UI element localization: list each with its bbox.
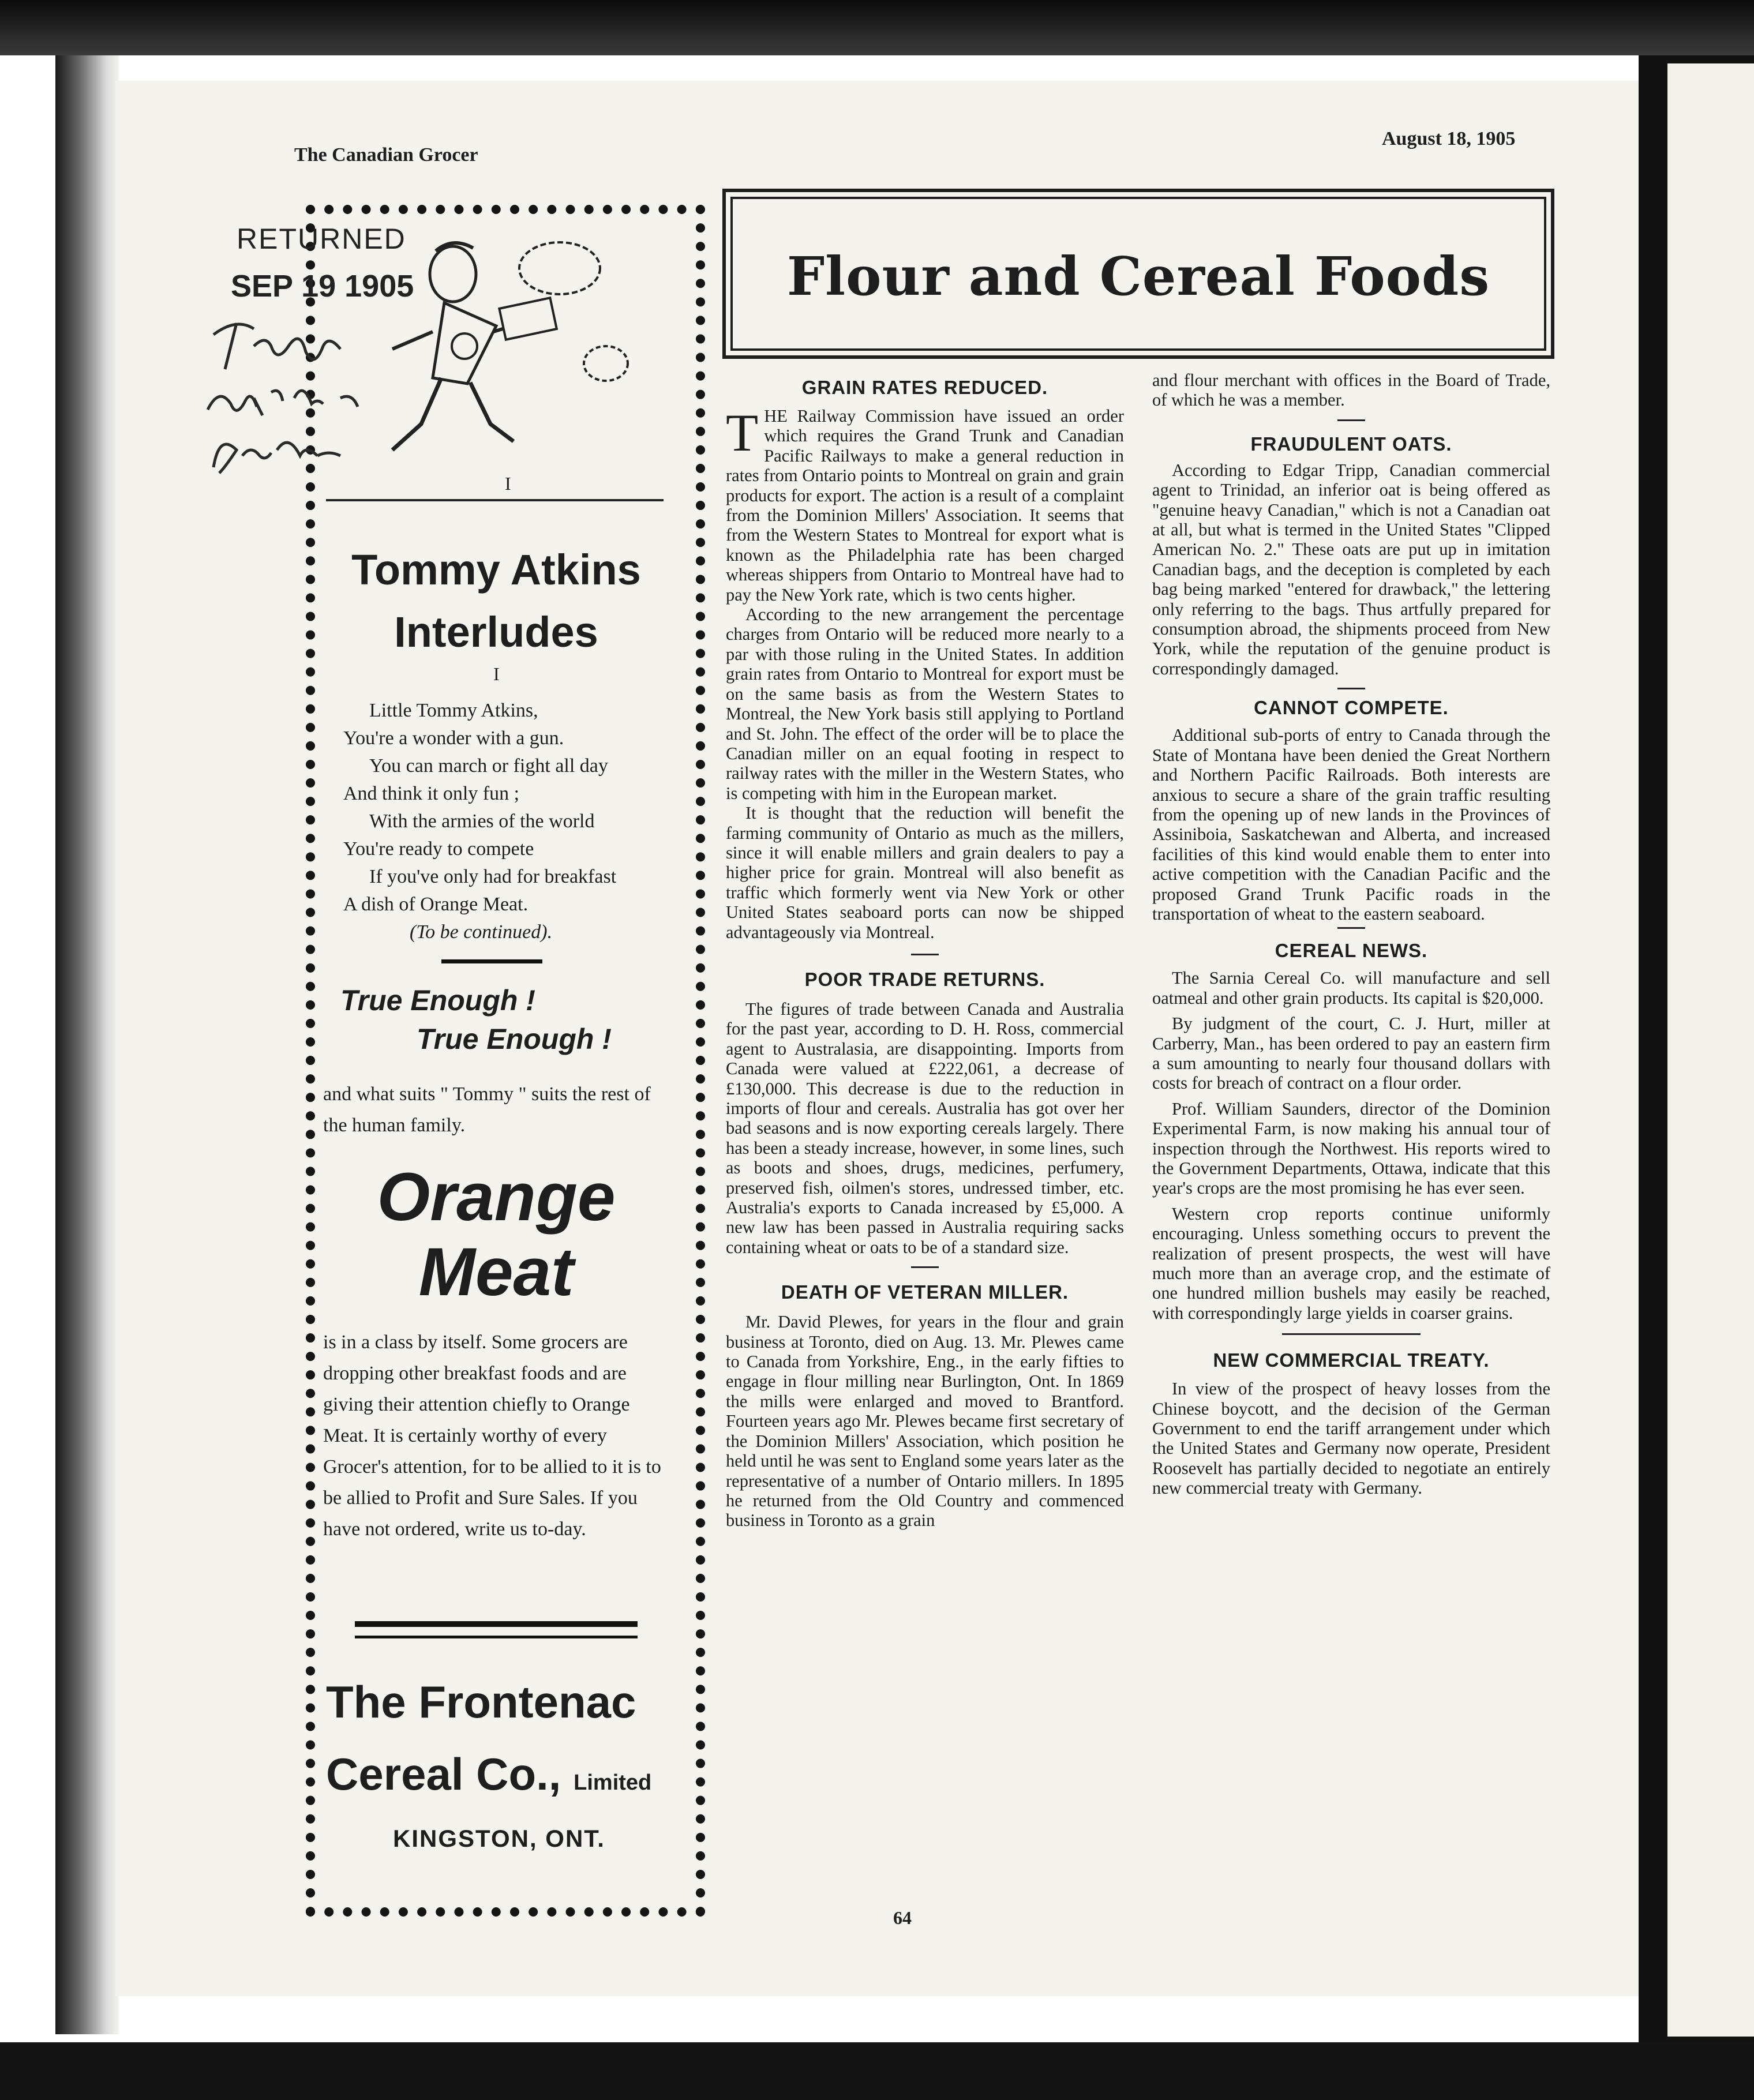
ad-divider (326, 499, 664, 501)
commercial-treaty-p1: In view of the prospect of heavy losses from the Chinese boycott, and the decision of the German Government to end the tariff arrangement under which the United States and Germany now operate, President Roosevelt has partially decided to negotiate an entirely new commercial treaty with Germany. (1152, 1379, 1550, 1498)
heading-cannot-compete: CANNOT COMPETE. (1254, 697, 1449, 719)
scan-top-edge (0, 0, 1754, 55)
poem-line: A dish of Orange Meat. (343, 894, 529, 915)
heading-fraudulent-oats: FRAUDULENT OATS. (1250, 433, 1452, 455)
short-rule (441, 959, 542, 963)
ad-title-line2: Interludes (394, 608, 598, 656)
tommy-atkins-illustration (369, 228, 640, 476)
true-enough-1: True Enough ! (340, 984, 535, 1017)
poem-line: And think it only fun ; (343, 783, 520, 804)
company-name: Cereal Co., (326, 1749, 561, 1799)
company-city: KINGSTON, ONT. (393, 1825, 605, 1852)
next-page-edge (1667, 63, 1754, 2037)
cereal-news-p1: The Sarnia Cereal Co. will manufacture and sell oatmeal and other grain products. Its capital is $20,000. (1152, 968, 1550, 1008)
poem (323, 697, 675, 946)
illustration-numeral: I (505, 473, 511, 494)
company-name-line1: The Frontenac (326, 1677, 636, 1727)
ad-suits-text: and what suits " Tommy " suits the rest of the human family. (323, 1083, 651, 1136)
page-binding-shadow (55, 55, 119, 2034)
page-number: 64 (893, 1907, 912, 1928)
double-rule-bottom (355, 1636, 638, 1638)
poem-line: You can march or fight all day (369, 755, 608, 777)
ad-body-text: is in a class by itself. Some grocers are dropping other breakfast foods and are giving their attention chiefly to Orange Meat. It is certainly worthy of every Grocer's attention, for to be allied to it is to be allied to Profit and Sure Sales. If you have not ordered, write us to-day. (323, 1332, 661, 1540)
fraudulent-oats-p1: According to Edgar Tripp, Canadian commercial agent to Trinidad, an inferior oat is being offered as "genuine heavy Canadian," which is not a Canadian oat at all, but what is termed in the United States "Clipped American No. 2." These oats are put up in imitation Canadian bags, and the deception is completed by each bag being marked "entered for drawback," the lettering only referring to the bags. Thus artfully prepared for consumption abroad, the shipments proceed from New York, while the reputation of the genuine product is correspondingly damaged. (1152, 460, 1550, 678)
heading-poor-trade: POOR TRADE RETURNS. (804, 968, 1045, 990)
column-2 (1152, 370, 1550, 1498)
cannot-compete-p1: Additional sub-ports of entry to Canada through the State of Montana have been denied the Great Northern and Northern Pacific Railroads. Both interests are anxious to secure a share of the grain traffic resulting from the opening up of new lands in the Provinces of Assiniboia, Saskatchewan and Alberta, and increased facilities of this kind would enable them to enter into active competition with the Canadian Pacific and the proposed Grand Trunk Pacific roads in the transportation of wheat to the eastern seaboard. (1152, 725, 1550, 924)
grain-rates-p2: According to the new arrangement the percentage charges from Ontario will be reduced more nearly to a par with those ruling in the United States. In addition grain rates from Ontario to Montreal for export must be on the same basis as from the Western States to Montreal, the New York basis still applying to Portland and St. John. The effect of the order will be to place the Canadian miller on an equal footing in respect to railway rates with the miller in the Western States, who is competing with him in the European market. (726, 605, 1124, 803)
issue-date: August 18, 1905 (1382, 128, 1516, 149)
orange-meat-line2: Meat (418, 1234, 574, 1310)
drop-cap: T (726, 403, 759, 462)
publication-name: The Canadian Grocer (294, 144, 478, 166)
scan-left-edge (0, 55, 55, 2042)
handwritten-note (202, 312, 387, 485)
true-enough-2: True Enough ! (417, 1023, 612, 1055)
orange-meat-line1: Orange (377, 1159, 616, 1235)
veteran-miller-cont: and flour merchant with offices in the Board of Trade, of which he was a member. (1152, 370, 1550, 410)
scan-bottom-edge (0, 2042, 1754, 2100)
returned-stamp: RETURNED (237, 223, 406, 255)
cereal-news-p2: By judgment of the court, C. J. Hurt, miller at Carberry, Man., has been ordered to pay an eastern firm a sum amounting to nearly four thousand dollars with costs for breach of contract on a flour order. (1152, 1014, 1550, 1093)
company-limited: Limited (574, 1771, 652, 1795)
poem-line: With the armies of the world (369, 811, 595, 832)
section-title: Flour and Cereal Foods (786, 245, 1490, 308)
heading-grain-rates: GRAIN RATES REDUCED. (801, 377, 1048, 398)
cereal-news-p3: Prof. William Saunders, director of the Dominion Experimental Farm, is now making his annual tour of inspection through the Northwest. His reports wired to the Government Departments, Ottawa, indicate that this year's crops are the most promising he has ever seen. (1152, 1098, 1550, 1198)
poem-line: If you've only had for breakfast (369, 866, 617, 887)
grain-rates-p1-text: HE Railway Commission have issued an order which requires the Grand Trunk and Canadian Pacific Railways to make a general reduction in rates from Ontario points to Montreal on grain and grain products for export. The action is a result of a complaint from the Dominion Millers' Association. It seems that from the Western States to Montreal for export what is known as the Philadelphia rate has been charged whereas shippers from Ontario to Montreal have had to pay the New York rate, which is two cents higher. (726, 406, 1124, 605)
heading-veteran-miller: DEATH OF VETERAN MILLER. (781, 1281, 1069, 1303)
column-1 (726, 376, 1124, 1531)
date-stamp: SEP 19 1905 (231, 269, 414, 303)
grain-rates-p3: It is thought that the reduction will benefit the farming community of Ontario as much as the millers, since it will enable millers and grain dealers to pay a higher price for grain. Montreal will also benefit as traffic which formerly went via New York or other United States seaboard ports can now be shipped advantageously via Montreal. (726, 803, 1124, 942)
to-be-continued: (To be continued). (410, 921, 553, 943)
cereal-news-p4: Western crop reports continue uniformly encouraging. Unless something occurs to prevent the realization of present prospects, the west will have much more than an average crop, and the estimate of one hundred million bushels may easily be reached, with correspondingly large yields in coarser grains. (1152, 1203, 1550, 1323)
poem-line: Little Tommy Atkins, (369, 700, 538, 721)
heading-cereal-news: CEREAL NEWS. (1275, 940, 1428, 962)
poor-trade-p1: The figures of trade between Canada and Australia for the past year, according to D. H. Ross, commercial agent to Australasia, are disappointing. Imports from Canada were valued at £222,061, a decrease of £130,000. This decrease is due to the reduction in imports of flour and cereals. Australia has got over her bad seasons and is now exporting cereals largely. There has been a steady increase, however, in some lines, such as boots and shoes, drugs, medicines, perfumery, preserved fish, oilmen's stores, undressed timber, etc. Australia's exports to Canada increased by £5,000. A new law has been passed in Australia requiring sacks containing wheat or oats to be of a standard size. (726, 999, 1124, 1257)
heading-commercial-treaty: NEW COMMERCIAL TREATY. (1213, 1349, 1490, 1371)
veteran-miller-p1: Mr. David Plewes, for years in the flour and grain business at Toronto, died on Aug. 13. Mr. Plewes came to Canada from Yorkshire, Eng., in the early fifties to engage in flour milling near Burlington, Ont. In 1869 the mills were enlarged and moved to Brantford. Fourteen years ago Mr. Plewes became first secretary of the Dominion Millers' Association, which position he held until he was sent to England some years later as the representative of a number of Ontario millers. In 1895 he returned from the Old Country and commenced business in Toronto as a grain (726, 1312, 1124, 1531)
company-name-line2 (326, 1748, 672, 1801)
poem-numeral: I (493, 663, 500, 684)
poem-line: You're a wonder with a gun. (343, 727, 564, 749)
poem-line: You're ready to compete (343, 838, 534, 860)
grain-rates-p1 (726, 403, 1124, 605)
section-banner (722, 189, 1554, 359)
double-rule-top (355, 1621, 638, 1627)
ad-title-line1: Tommy Atkins (351, 546, 641, 594)
